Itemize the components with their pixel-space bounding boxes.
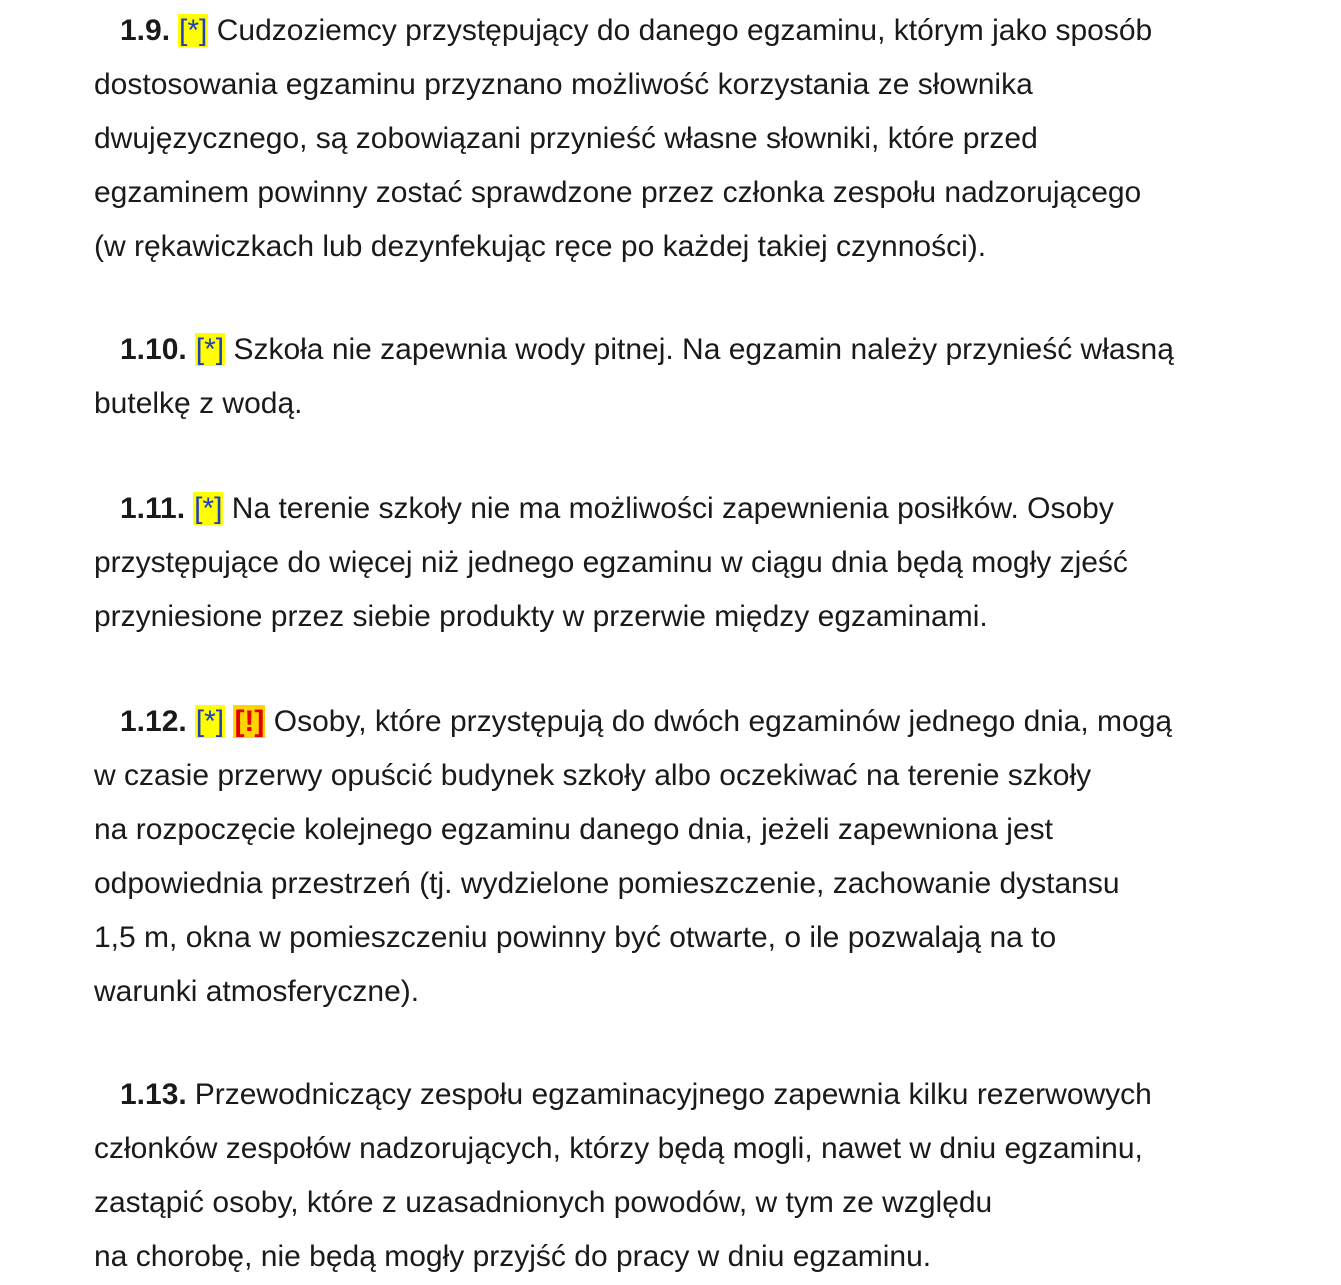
item-text-line: Cudzoziemcy przystępujący do danego egzaminu, którym jako sposób: [216, 14, 1153, 47]
item-text-line: dostosowania egzaminu przyznano możliwość korzystania ze słownika: [94, 68, 1033, 101]
item-text-line: (w rękawiczkach lub dezynfekując ręce po każdej takiej czynności).: [94, 230, 987, 263]
item-text-line: przyniesione przez siebie produkty w przerwie między egzaminami.: [94, 600, 988, 633]
item-text-line: warunki atmosferyczne).: [94, 975, 420, 1008]
warning-mark: [!]: [234, 705, 265, 738]
item-first-line: [195, 322, 1174, 378]
item-number: 1.10.: [120, 333, 187, 366]
item-number: 1.13.: [120, 1078, 187, 1111]
item-number: 1.11.: [120, 492, 186, 525]
item-number: 1.9.: [120, 14, 171, 47]
item-text-line: członków zespołów nadzorujących, którzy będą mogli, nawet w dniu egzaminu,: [94, 1132, 1143, 1165]
star-mark: [*]: [195, 333, 225, 366]
item-text-line: zastąpić osoby, które z uzasadnionych powodów, w tym ze względu: [94, 1186, 993, 1219]
item-text-line: przystępujące do więcej niż jednego egzaminu w ciągu dnia będą mogły zjeść: [94, 546, 1128, 579]
star-mark: [*]: [195, 705, 225, 738]
star-mark: [*]: [179, 14, 208, 47]
item-text-line: 1,5 m, okna w pomieszczeniu powinny być otwarte, o ile pozwalają na to: [94, 921, 1057, 954]
item-text-line: w czasie przerwy opuścić budynek szkoły albo oczekiwać na terenie szkoły: [94, 759, 1092, 792]
item-text-line: egzaminem powinny zostać sprawdzone przez członka zespołu nadzorującego: [94, 176, 1142, 209]
item-text-line: Przewodniczący zespołu egzaminacyjnego zapewnia kilku rezerwowych: [194, 1078, 1152, 1111]
item-text-line: Na terenie szkoły nie ma możliwości zapewnienia posiłków. Osoby: [231, 492, 1114, 525]
item-first-line: [178, 3, 1152, 59]
item-text-line: butelkę z wodą.: [94, 387, 303, 420]
item-text-line: na rozpoczęcie kolejnego egzaminu danego dnia, jeżeli zapewniona jest: [94, 813, 1053, 846]
item-text-line: odpowiednia przestrzeń (tj. wydzielone pomieszczenie, zachowanie dystansu: [94, 867, 1120, 900]
item-first-line: [195, 694, 1172, 750]
item-text-line: Szkoła nie zapewnia wody pitnej. Na egzamin należy przynieść własną: [233, 333, 1174, 366]
item-first-line: [193, 481, 1114, 537]
item-text-line: na chorobę, nie będą mogły przyjść do pracy w dniu egzaminu.: [94, 1240, 932, 1273]
star-mark: [*]: [194, 492, 223, 525]
item-number: 1.12.: [120, 705, 187, 738]
item-text-line: Osoby, które przystępują do dwóch egzaminów jednego dnia, mogą: [273, 705, 1173, 738]
item-text-line: dwujęzycznego, są zobowiązani przynieść własne słowniki, które przed: [94, 122, 1038, 155]
